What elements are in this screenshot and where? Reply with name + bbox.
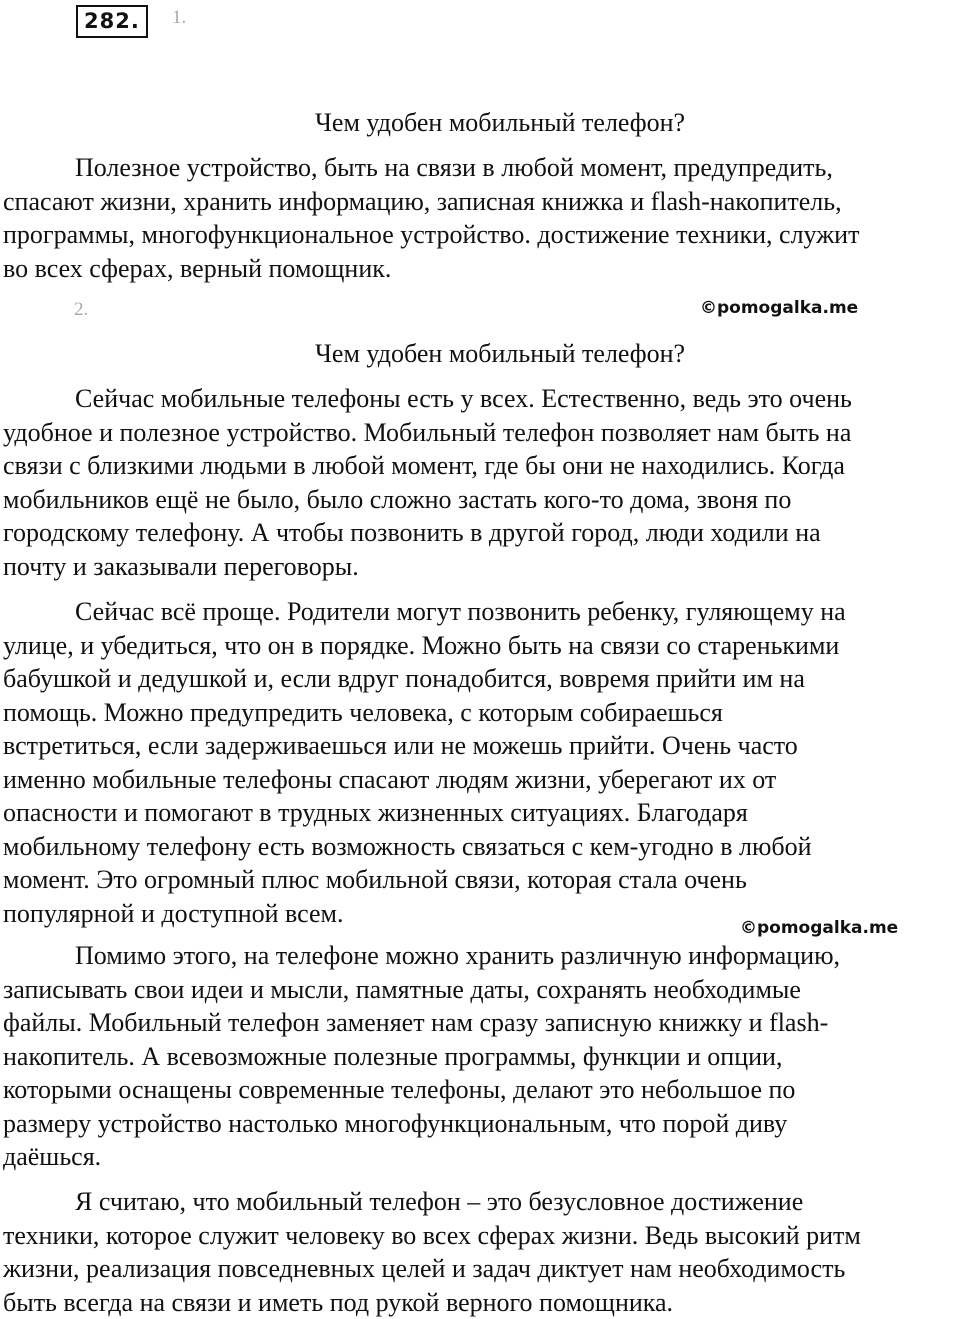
- text-line: быть всегда на связи и иметь под рукой верного помощника.: [3, 1286, 960, 1319]
- part-1-marker: 1.: [172, 7, 186, 29]
- text-line: бабушкой и дедушкой и, если вдруг понадобится, вовремя прийти им на: [3, 662, 960, 696]
- text-line: Я считаю, что мобильный телефон – это безусловное достижение: [3, 1185, 960, 1219]
- text-line: Сейчас мобильные телефоны есть у всех. Естественно, ведь это очень: [3, 382, 960, 416]
- part-2-title: Чем удобен мобильный телефон?: [0, 339, 960, 369]
- text-line: записывать свои идеи и мысли, памятные даты, сохранять необходимые: [3, 973, 960, 1007]
- watermark: ©pomogalka.me: [700, 298, 858, 318]
- paragraph-1: [3, 382, 960, 583]
- text-line: мобильному телефону есть возможность связаться с кем-угодно в любой: [3, 830, 960, 864]
- paragraph-4: [3, 1185, 960, 1319]
- text-line: размеру устройство настолько многофункциональным, что порой диву: [3, 1107, 960, 1141]
- text-line: мобильников ещё не было, было сложно застать кого-то дома, звоня по: [3, 483, 960, 517]
- text-line: момент. Это огромный плюс мобильной связи, которая стала очень: [3, 863, 960, 897]
- text-line: накопитель. А всевозможные полезные программы, функции и опции,: [3, 1040, 960, 1074]
- text-line: программы, многофункциональное устройство. достижение техники, служит: [3, 218, 960, 252]
- text-line: помощь. Можно предупредить человека, с которым собираешься: [3, 696, 960, 730]
- text-line: даёшься.: [3, 1140, 960, 1174]
- text-line: во всех сферах, верный помощник.: [3, 252, 960, 286]
- text-line: Помимо этого, на телефоне можно хранить различную информацию,: [3, 939, 960, 973]
- paragraph-2: [3, 595, 960, 930]
- text-line: файлы. Мобильный телефон заменяет нам сразу записную книжку и flash-: [3, 1006, 960, 1040]
- text-line: опасности и помогают в трудных жизненных ситуациях. Благодаря: [3, 796, 960, 830]
- part-1-title: Чем удобен мобильный телефон?: [0, 108, 960, 138]
- task-number: 282.: [76, 5, 148, 38]
- text-line: городскому телефону. А чтобы позвонить в другой город, люди ходили на: [3, 516, 960, 550]
- text-line: связи с близкими людьми в любой момент, где бы они не находились. Когда: [3, 449, 960, 483]
- text-line: спасают жизни, хранить информацию, записная книжка и flash-накопитель,: [3, 185, 960, 219]
- text-line: почту и заказывали переговоры.: [3, 550, 960, 584]
- text-line: жизни, реализация повседневных целей и задач диктует нам необходимость: [3, 1252, 960, 1286]
- text-line: Сейчас всё проще. Родители могут позвонить ребенку, гуляющему на: [3, 595, 960, 629]
- paragraph-3: [3, 939, 960, 1174]
- part-1-paragraph: [3, 151, 960, 285]
- text-line: удобное и полезное устройство. Мобильный телефон позволяет нам быть на: [3, 416, 960, 450]
- text-line: именно мобильные телефоны спасают людям жизни, уберегают их от: [3, 763, 960, 797]
- watermark: ©pomogalka.me: [740, 918, 898, 938]
- text-line: Полезное устройство, быть на связи в любой момент, предупредить,: [3, 151, 960, 185]
- text-line: техники, которое служит человеку во всех сферах жизни. Ведь высокий ритм: [3, 1219, 960, 1253]
- text-line: которыми оснащены современные телефоны, делают это небольшое по: [3, 1073, 960, 1107]
- text-line: популярной и доступной всем.: [3, 897, 960, 931]
- text-line: улице, и убедиться, что он в порядке. Можно быть на связи со старенькими: [3, 629, 960, 663]
- text-line: встретиться, если задерживаешься или не можешь прийти. Очень часто: [3, 729, 960, 763]
- part-2-marker: 2.: [74, 299, 88, 321]
